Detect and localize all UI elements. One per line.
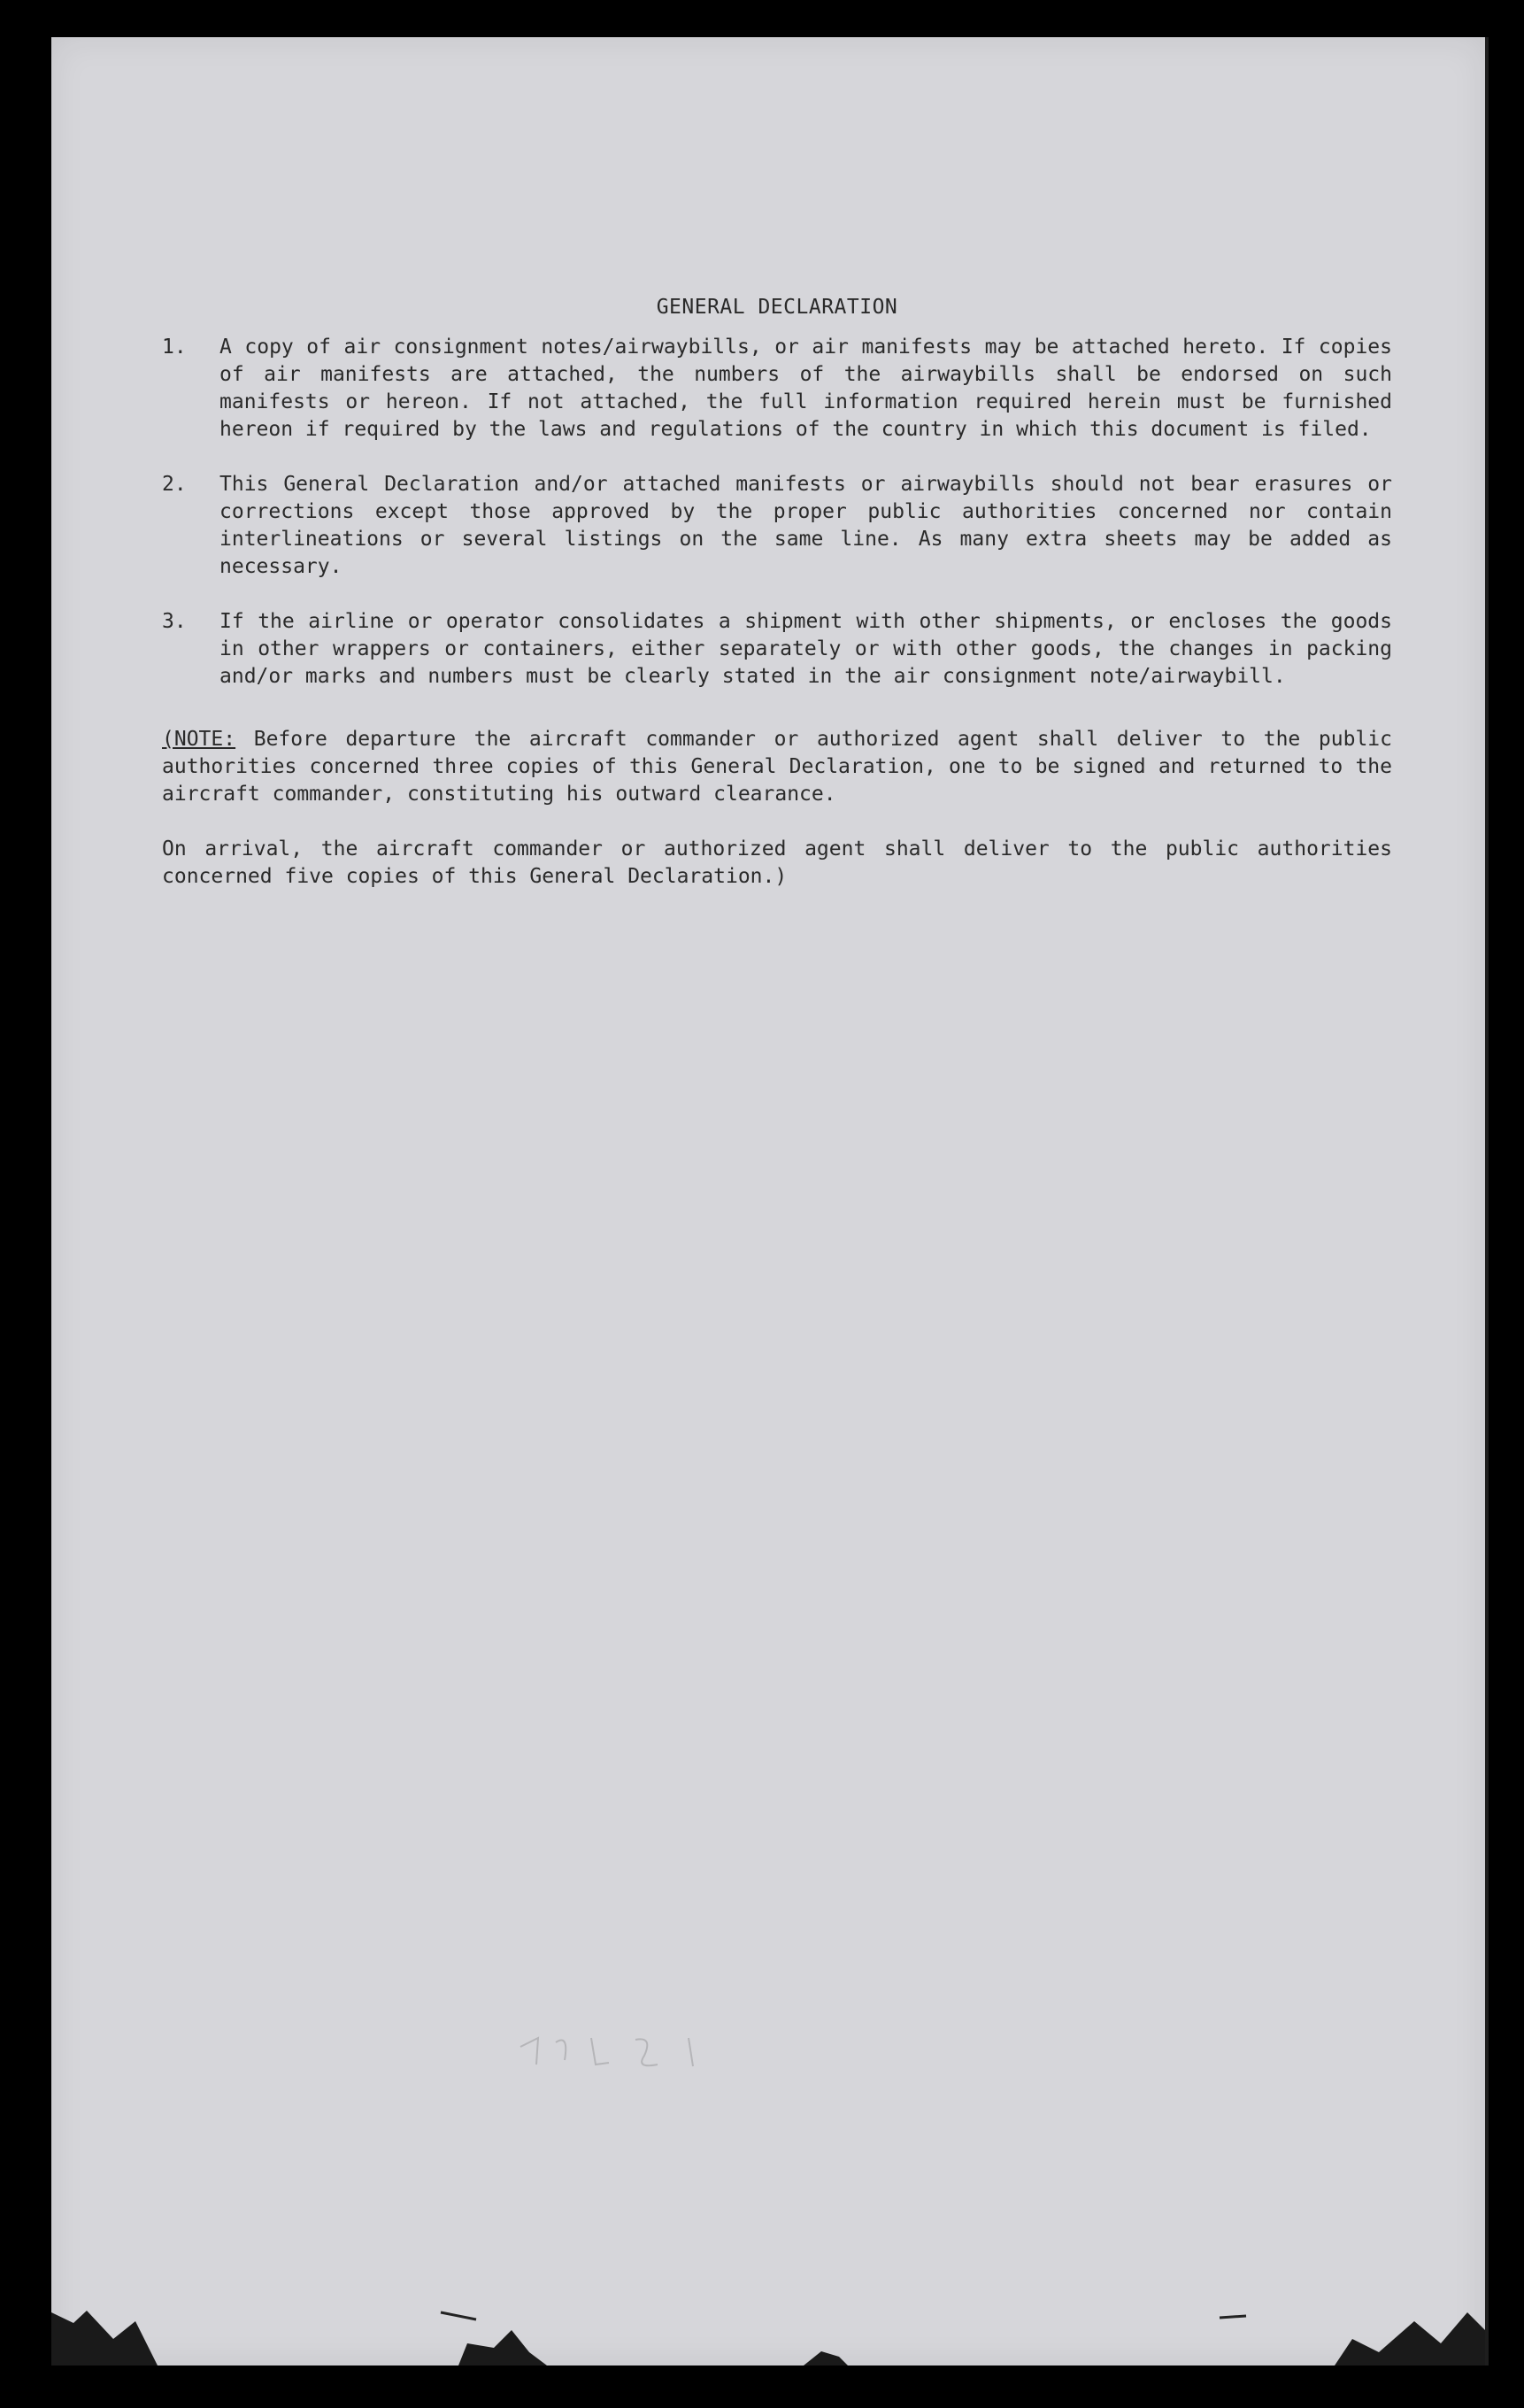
faint-pencil-marks — [512, 2011, 742, 2082]
arrival-note: On arrival, the aircraft commander or authorized agent shall deliver to the public authorities concerned five copies of this General Declaration.) — [162, 837, 1392, 888]
instruction-item-3 — [162, 608, 1392, 691]
note-label: (NOTE: — [162, 728, 236, 751]
departure-note — [162, 726, 1392, 808]
instruction-item-1 — [162, 334, 1392, 444]
document-body — [162, 294, 1392, 891]
item-text: If the airline or operator consolidates a shipment with other shipments, or encloses the goods in other wrappers or containers, either separately or with other goods, the changes in packing and/or marks and numbers must be clearly stated in the air consignment note/airwaybill. — [219, 610, 1392, 688]
item-number: 3. — [162, 610, 187, 633]
item-number: 1. — [162, 336, 187, 359]
item-number: 2. — [162, 473, 187, 496]
torn-bottom-edge — [51, 2259, 1485, 2366]
item-text: This General Declaration and/or attached manifests or airwaybills should not bear erasures or corrections except those approved by the proper public authorities concerned nor contain interlineations or several listings on the same line. As many extra sheets may be added as necessary. — [219, 473, 1392, 578]
paper-sheet — [51, 37, 1489, 2366]
item-text: A copy of air consignment notes/airwaybills, or air manifests may be attached hereto. If copies of air manifests are attached, the numbers of the airwaybills shall be endorsed on such manifests or hereon. If not attached, the full information required herein must be furnished hereon if required by the laws and regulations of the country in which this document is filed. — [219, 336, 1392, 441]
note-text: Before departure the aircraft commander or authorized agent shall deliver to the public authorities concerned three copies of this General Declaration, one to be signed and returned to the aircraft commander, constituting his outward clearance. — [162, 728, 1392, 806]
document-title: GENERAL DECLARATION — [656, 296, 898, 319]
instruction-item-2 — [162, 471, 1392, 581]
